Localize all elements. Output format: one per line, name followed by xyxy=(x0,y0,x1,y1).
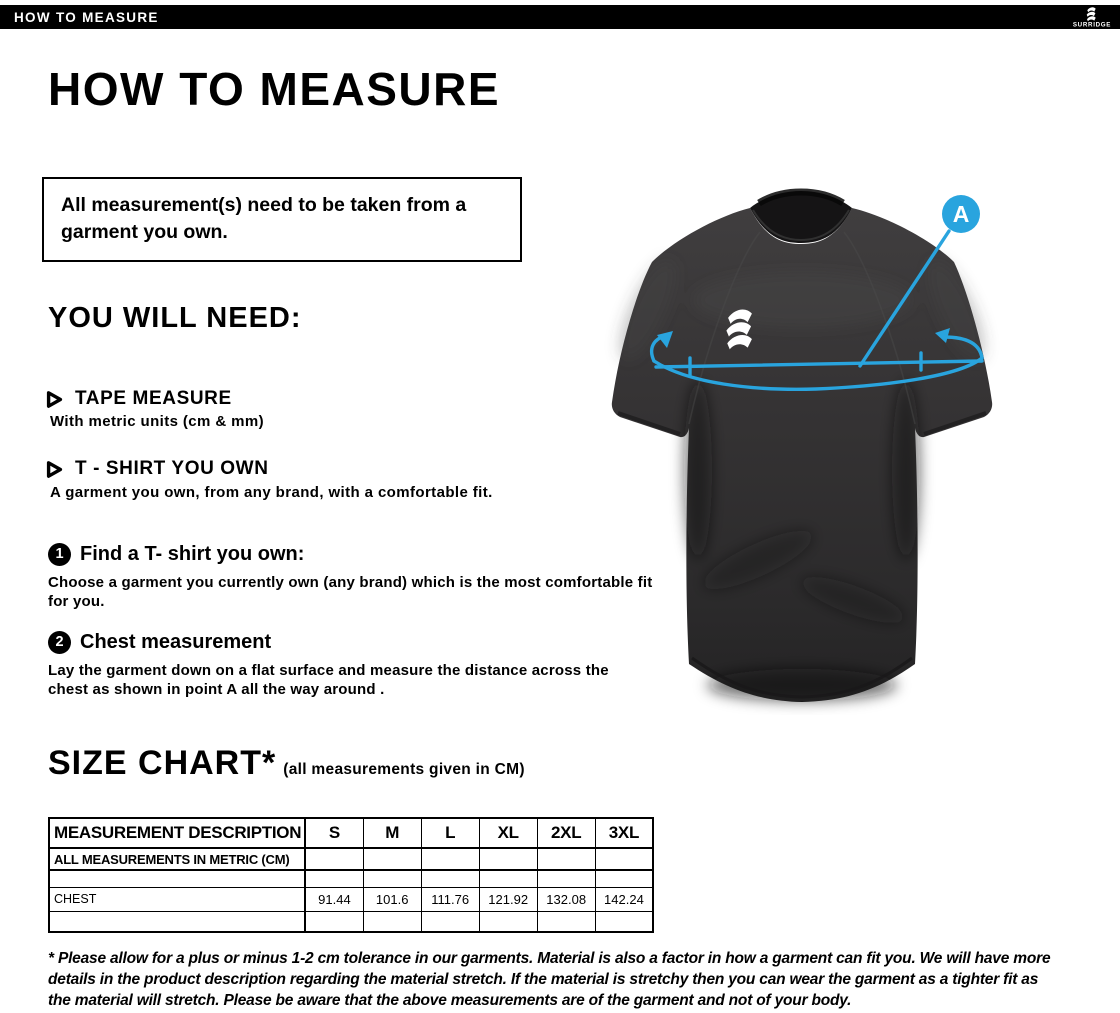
need-item-label: T - SHIRT YOU OWN xyxy=(75,458,269,479)
page-title: HOW TO MEASURE xyxy=(48,63,501,115)
column-header: MEASUREMENT DESCRIPTION xyxy=(49,818,305,848)
column-header: XL xyxy=(479,818,537,848)
surridge-logo-text: SURRIDGE xyxy=(1072,21,1112,29)
step-1-description: Choose a garment you currently own (any brand) which is the most comfortable fit for you. xyxy=(48,574,653,611)
table-row xyxy=(49,848,653,870)
column-header: S xyxy=(305,818,363,848)
measurement-note-box: All measurement(s) need to be taken from a garment you own. xyxy=(42,177,522,262)
need-item-description: A garment you own, from any brand, with a comfortable fit. xyxy=(50,484,493,501)
column-header: 3XL xyxy=(595,818,653,848)
surridge-logo-icon xyxy=(1070,5,1114,34)
size-chart-heading xyxy=(48,744,525,783)
step-number-badge: 1 xyxy=(48,543,71,566)
top-banner xyxy=(0,5,1120,29)
need-item-label: TAPE MEASURE xyxy=(75,388,232,409)
table-row xyxy=(49,870,653,887)
chest-value-m: 101.6 xyxy=(363,887,421,911)
column-header: 2XL xyxy=(537,818,595,848)
shirt-logo-icon xyxy=(726,310,752,350)
banner-title: HOW TO MEASURE xyxy=(14,9,159,25)
triangle-bullet-icon xyxy=(46,390,63,409)
need-item-tape-measure xyxy=(46,388,232,410)
table-row xyxy=(49,887,653,911)
need-item-tshirt xyxy=(46,458,269,480)
tshirt-diagram xyxy=(588,140,1018,715)
tolerance-footnote: * Please allow for a plus or minus 1-2 cm tolerance in our garments. Material is also a factor in how a garment can fit you. We will have more details in the product description regarding the material stretch. If the material is stretchy then you can wear the garment as a tighter fit as the material will stretch. Please be aware that the above measurements are of the garment and not of your body. xyxy=(48,950,1051,1010)
point-a-label: A xyxy=(952,201,970,227)
table-row xyxy=(49,911,653,932)
triangle-bullet-icon xyxy=(46,460,63,479)
row-label: ALL MEASUREMENTS IN METRIC (CM) xyxy=(49,848,305,870)
size-chart-subtitle: (all measurements given in CM) xyxy=(283,761,525,778)
column-header: M xyxy=(363,818,421,848)
chest-value-s: 91.44 xyxy=(305,887,363,911)
row-label: CHEST xyxy=(49,887,305,911)
column-header: L xyxy=(421,818,479,848)
step-number-badge: 2 xyxy=(48,631,71,654)
step-title: Chest measurement xyxy=(80,631,272,653)
you-will-need-heading: YOU WILL NEED: xyxy=(48,302,302,334)
step-title: Find a T- shirt you own: xyxy=(80,543,305,565)
tshirt-graphic xyxy=(588,140,1018,715)
size-chart-table xyxy=(48,817,654,933)
step-2-description: Lay the garment down on a flat surface and measure the distance across the chest as shown in point A all the way around . xyxy=(48,662,609,699)
need-item-description: With metric units (cm & mm) xyxy=(50,413,265,430)
step-1-header xyxy=(48,543,304,566)
table-header-row xyxy=(49,818,653,848)
step-2-header xyxy=(48,631,271,654)
chest-value-xl: 121.92 xyxy=(479,887,537,911)
chest-value-3xl: 142.24 xyxy=(595,887,653,911)
size-chart-title: SIZE CHART* xyxy=(48,744,277,782)
point-a-marker xyxy=(942,195,980,233)
chest-value-2xl: 132.08 xyxy=(537,887,595,911)
chest-value-l: 111.76 xyxy=(421,887,479,911)
